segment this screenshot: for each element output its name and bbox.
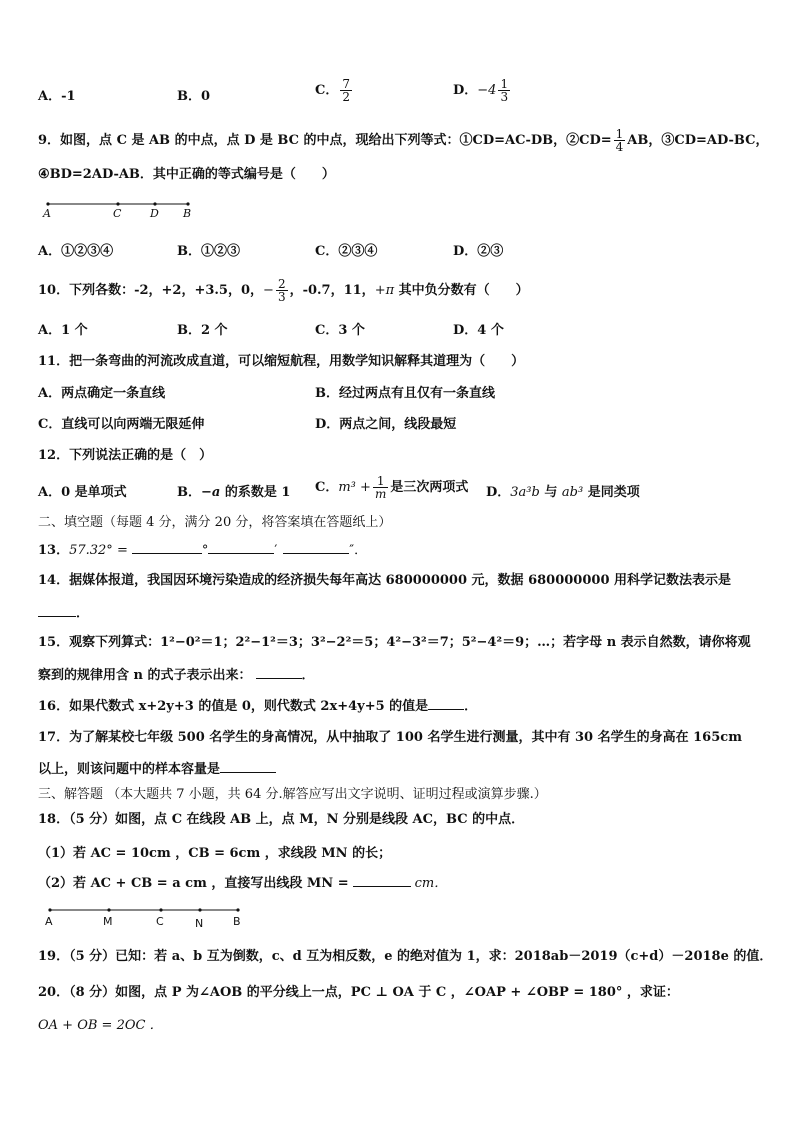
q9-option-b: B．①②③ [177, 244, 240, 259]
q18-answer-blank[interactable] [353, 874, 411, 887]
q14-stem-line2: ． [38, 604, 89, 623]
q18-segment-figure [38, 902, 258, 930]
q9-option-a: A．①②③④ [38, 244, 114, 259]
q11-option-c: C．直线可以向两端无限延伸 [38, 417, 205, 432]
q18-point-a: A [45, 915, 53, 928]
q8-option-d [453, 78, 512, 103]
q12-option-c-fraction: $\frac{1}{m}$ [374, 474, 387, 501]
q9-option-c: C．②③④ [315, 244, 378, 259]
q18-segment-line [38, 902, 258, 930]
q14-answer-blank[interactable] [38, 604, 76, 617]
q18-point-n: N [195, 917, 204, 930]
q18-point-m: M [103, 915, 113, 928]
q17-stem-line1: 17．为了解某校七年级 500 名学生的身高情况，从中抽取了 100 名学生进行测量，其中有 30 名学生的身高在 165cm [38, 730, 742, 745]
q11-option-d: D．两点之间，线段最短 [315, 417, 457, 432]
q15-stem-line2: 察到的规律用含 n 的式子表示出来： ． [38, 668, 315, 683]
q10-stem: 10．下列各数：-2，+2，+3.5，0，− $\frac{2}{3}$ ，-0.7，11，+π 其中负分数有（ ） [38, 277, 529, 304]
q16-stem: 16．如果代数式 x+2y+3 的值是 0，则代数式 2x+4y+5 的值是 ． [38, 699, 478, 714]
q13-stem: 13．57.32° = ° ′ ″． [38, 543, 368, 558]
q16-answer-blank[interactable] [428, 697, 464, 710]
q9-stem-line1: 9．如图，点 C 是 AB 的中点，点 D 是 BC 的中点，现给出下列等式：①CD=AC-DB，②CD= $\frac{1}{4}$ AB，③CD=AD-BC， [38, 127, 769, 154]
q10-option-c: C．3 个 [315, 323, 365, 338]
section-2-heading: 二、填空题（每题 4 分，满分 20 分，将答案填在答题纸上） [38, 515, 392, 530]
q17-stem-line2: 以上，则该问题中的样本容量是 [38, 760, 276, 779]
q8-option-c [315, 78, 354, 103]
q10-option-a: A．1 个 [38, 323, 88, 338]
q12-option-d: D．3a³b 与 ab³ 是同类项 [486, 485, 640, 500]
q8-option-d-fraction: $\frac{1}{3}$ [500, 77, 509, 104]
q20-stem-line1: 20．（8 分）如图，点 P 为∠AOB 的平分线上一点，PC ⊥ OA 于 C ，∠OAP + ∠OBP = 180° ，求证： [38, 985, 679, 1000]
q8-option-b: B．0 [177, 89, 211, 104]
q13-blank-seconds[interactable] [283, 541, 349, 554]
q9-point-b: B [183, 207, 192, 220]
q9-stem-line2: ④BD=2AD-AB．其中正确的等式编号是（ ） [38, 167, 335, 182]
q17-answer-blank[interactable] [220, 760, 276, 773]
q11-stem: 11．把一条弯曲的河流改成直道，可以缩短航程，用数学知识解释其道理为（ ） [38, 354, 525, 369]
q19-stem: 19．（5 分）已知：若 a、b 互为倒数，c、d 互为相反数，e 的绝对值为 1，求：2018ab－2019（c+d）－2018e 的值． [38, 949, 773, 964]
q18-part-1: （1）若 AC = 10cm ，CB = 6cm ，求线段 MN 的长； [38, 846, 392, 861]
q12-option-b: B．−a 的系数是 1 [177, 485, 291, 500]
q18-point-b: B [233, 915, 241, 928]
q10-option-b: B．2 个 [177, 323, 228, 338]
q13-blank-degrees[interactable] [132, 541, 202, 554]
q8-option-c-fraction: $\frac{7}{2}$ [342, 77, 350, 104]
q9-segment-figure [38, 198, 208, 224]
q9-point-c: C [113, 207, 122, 220]
q14-stem-line1: 14．据媒体报道，我国因环境污染造成的经济损失每年高达 680000000 元，数据 680000000 用科学记数法表示是 [38, 573, 732, 588]
section-3-heading: 三、解答题 （本大题共 7 小题，共 64 分.解答应写出文字说明、证明过程或演算步骤.） [38, 787, 547, 802]
q18-stem: 18．（5 分）如图，点 C 在线段 AB 上，点 M，N 分别是线段 AC，BC 的中点． [38, 812, 525, 827]
q9-option-d: D．②③ [453, 244, 504, 259]
q9-fraction: $\frac{1}{4}$ [615, 127, 624, 154]
q11-option-b: B．经过两点有且仅有一条直线 [315, 386, 495, 401]
q8-option-a: A．-1 [38, 89, 76, 104]
q20-stem-line2: OA + OB = 2OC ． [38, 1018, 163, 1033]
q8-option-d-whole: −4 [477, 83, 497, 98]
q9-point-a: A [43, 207, 51, 220]
q12-option-c: C．m³ + $\frac{1}{m}$ 是三次两项式 [315, 474, 469, 501]
q13-blank-minutes[interactable] [208, 541, 274, 554]
q8-option-c-label: C． [315, 83, 339, 98]
q10-option-d: D．4 个 [453, 323, 504, 338]
q18-point-c: C [156, 915, 164, 928]
q10-fraction: $\frac{2}{3}$ [277, 277, 286, 304]
q12-option-a: A．0 是单项式 [38, 485, 127, 500]
q15-stem-line1: 15．观察下列算式：1²−0²＝1；2²−1²＝3；3²−2²＝5；4²−3²＝7；5²−4²＝9；…；若字母 n 表示自然数，请你将观 [38, 635, 751, 650]
q9-point-d: D [150, 207, 159, 220]
q18-part-2: （2）若 AC + CB = a cm ，直接写出线段 MN = cm． [38, 876, 448, 891]
q12-stem: 12．下列说法正确的是（ ） [38, 448, 213, 463]
q15-answer-blank[interactable] [256, 666, 302, 679]
q11-option-a: A．两点确定一条直线 [38, 386, 166, 401]
q8-option-d-label: D． [453, 83, 478, 98]
